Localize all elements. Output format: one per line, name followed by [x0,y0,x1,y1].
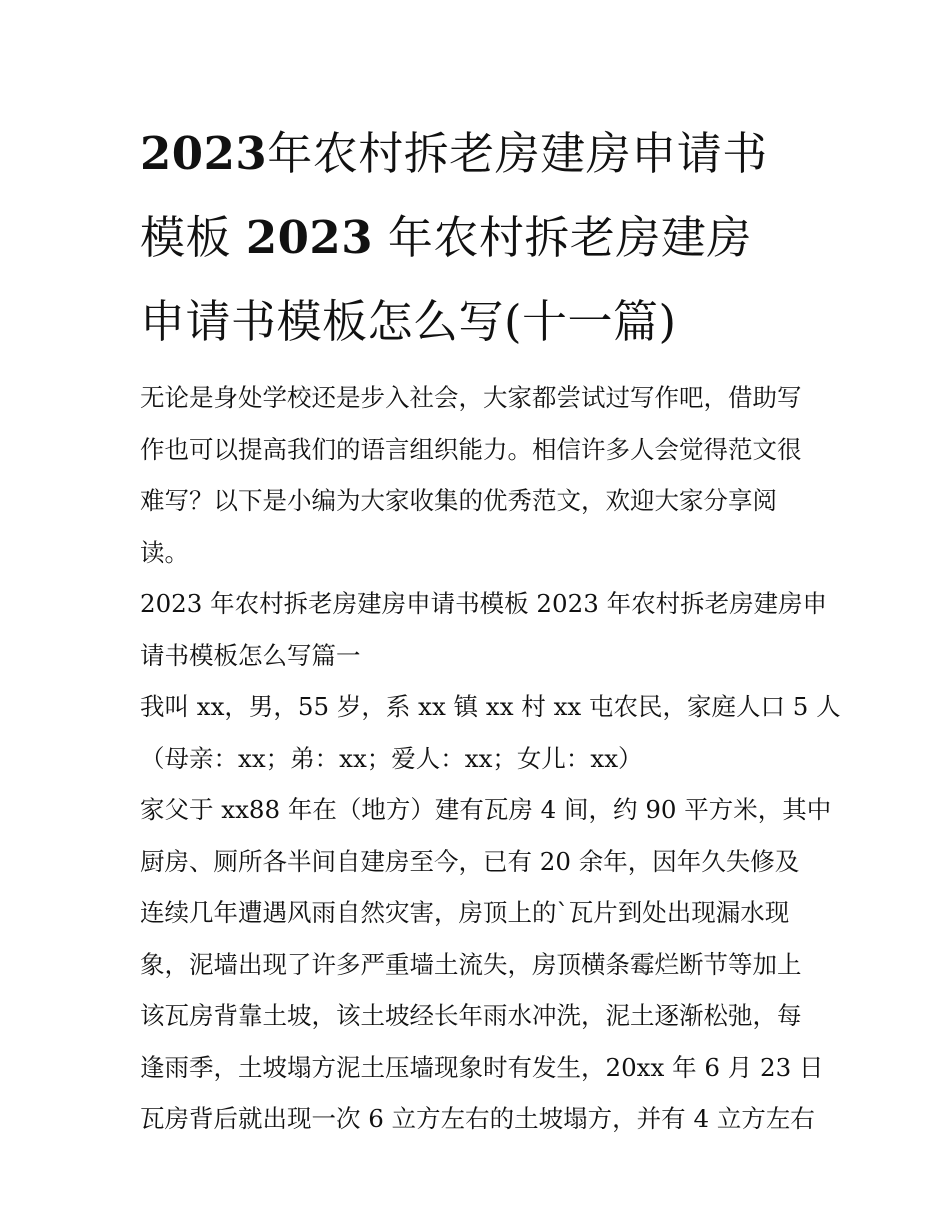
title-line [140,112,820,196]
paragraph-line: 读。 [140,537,189,567]
document-title [140,112,820,364]
paragraph-line: （母亲：xx；弟：xx；爱人：xx；女儿：xx） [140,743,643,773]
document-page [140,112,841,1145]
paragraph-line: 该瓦房背靠土坡，该土坡经长年雨水冲洗，泥土逐渐松弛，每 [140,1001,802,1030]
paragraph-line: 逢雨季，土坡塌方泥土压墙现象时有发生，20xx 年 6 月 23 日 [140,1052,824,1082]
document-body [140,372,841,1145]
title-segment: 2023 [140,127,268,180]
paragraph [140,681,841,784]
title-segment: 申请书模板怎么写(十一篇) [140,295,677,348]
paragraph-line: 瓦房背后就出现一次 6 立方左右的土坡塌方，并有 4 立方左右 [140,1104,815,1133]
paragraph-line: 连续几年遭遇风雨自然灾害，房顶上的`瓦片到处出现漏水现 [140,898,790,927]
paragraph-line: 难写？以下是小编为大家收集的优秀范文，欢迎大家分享阅 [140,486,777,515]
paragraph [140,578,828,681]
paragraph [140,784,832,1145]
title-segment: 模板 [140,211,246,264]
title-segment: 2023 [245,211,374,264]
paragraph-line: 厨房、厕所各半间自建房至今，已有 20 余年，因年久失修及 [140,846,800,876]
title-segment: 年农村拆老房建房申请书 [267,127,768,180]
title-line [140,280,820,364]
paragraph-line: 请书模板怎么写篇一 [140,640,361,670]
paragraph-line: 家父于 xx88 年在（地方）建有瓦房 4 间，约 90 平方米，其中 [140,795,832,824]
paragraph-line: 我叫 xx，男，55 岁，系 xx 镇 xx 村 xx 屯农民，家庭人口 5 人 [140,692,841,721]
paragraph-line: 象，泥墙出现了许多严重墙土流失，房顶横条霉烂断节等加上 [140,949,802,979]
paragraph-line: 作也可以提高我们的语言组织能力。相信许多人会觉得范文很 [140,434,802,464]
title-segment: 年农村拆老房建房 [373,211,752,264]
paragraph [140,372,820,578]
paragraph-line: 无论是身处学校还是步入社会，大家都尝试过写作吧，借助写 [140,383,802,412]
paragraph-line: 2023 年农村拆老房建房申请书模板 2023 年农村拆老房建房申 [140,589,828,618]
title-line [140,196,820,280]
